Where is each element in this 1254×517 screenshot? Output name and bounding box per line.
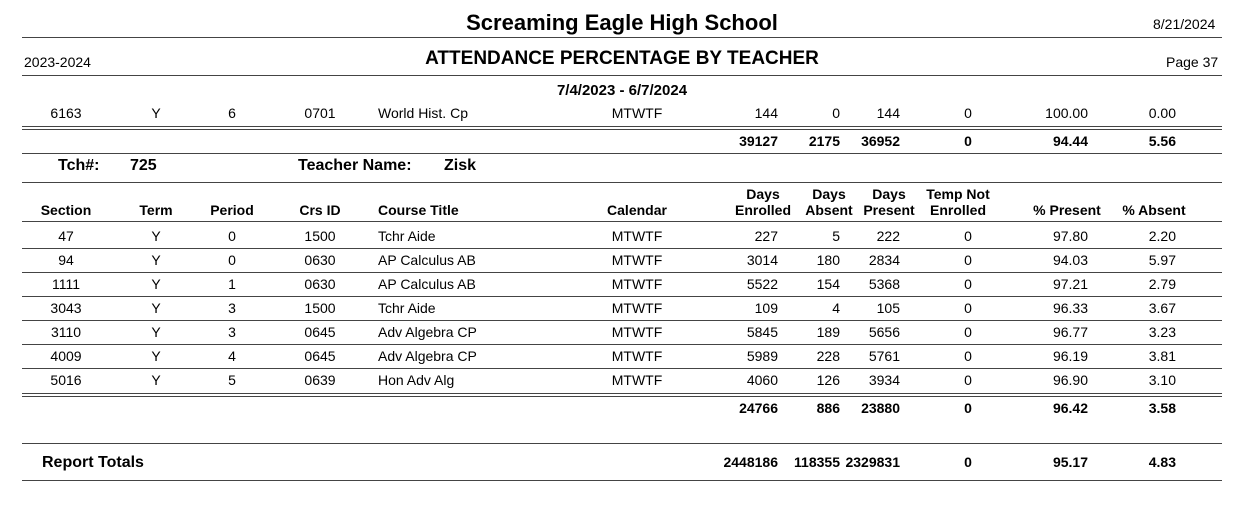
cell-section: 4009	[50, 348, 82, 364]
cell-pct-present: 100.00	[1045, 105, 1088, 121]
cell-pct-present: 97.80	[1052, 228, 1088, 244]
cell-calendar: MTWTF	[611, 324, 663, 340]
report-totals-label: Report Totals	[42, 454, 144, 471]
table-row	[0, 228, 1254, 250]
cell-days-absent: 154	[816, 276, 840, 292]
cell-temp-not-enrolled: 0	[964, 105, 972, 121]
page-number: Page 37	[1166, 54, 1219, 70]
cell-days-present: 5761	[868, 348, 900, 364]
cell-pct-absent: 2.20	[1148, 228, 1176, 244]
cell-pct-present: 96.77	[1052, 324, 1088, 340]
col-header-days-absent	[802, 186, 856, 218]
report-totals-row	[0, 454, 1254, 476]
cell-section: 94	[58, 252, 74, 268]
col-header-crs-id: Crs ID	[299, 202, 341, 218]
cell-temp-not-enrolled: 0	[964, 300, 972, 316]
cell-days-enrolled: 5989	[746, 348, 778, 364]
cell-pct-absent: 3.10	[1148, 372, 1176, 388]
cell-crs-id: 0630	[304, 252, 336, 268]
teacher-name-label: Teacher Name:	[298, 157, 412, 174]
cell-days-present: 222	[876, 228, 900, 244]
cell-pct-absent: 2.79	[1148, 276, 1176, 292]
cell-calendar: MTWTF	[611, 228, 663, 244]
cell-term: Y	[151, 372, 161, 388]
cell-term: Y	[151, 105, 161, 121]
cell-days-present: 3934	[868, 372, 900, 388]
cell-crs-id: 0639	[304, 372, 336, 388]
cell-period: 5	[228, 372, 236, 388]
divider	[22, 272, 1222, 273]
total-pct-absent: 5.56	[1148, 133, 1176, 149]
cell-days-enrolled: 3014	[746, 252, 778, 268]
col-header-temp-line1: Temp Not	[926, 186, 990, 202]
cell-period: 3	[228, 300, 236, 316]
school-name: Screaming Eagle High School	[466, 10, 778, 35]
divider	[22, 320, 1222, 321]
table-row	[0, 324, 1254, 346]
total-days-absent: 886	[816, 400, 840, 416]
col-header-days-absent-line2: Absent	[805, 202, 853, 218]
divider	[22, 368, 1222, 369]
teacher-total-row	[0, 133, 1254, 155]
table-row	[0, 252, 1254, 274]
divider	[22, 248, 1222, 249]
cell-days-absent: 4	[832, 300, 840, 316]
cell-temp-not-enrolled: 0	[964, 228, 972, 244]
divider	[22, 344, 1222, 345]
cell-section: 3110	[50, 324, 82, 340]
divider	[22, 396, 1222, 397]
cell-term: Y	[151, 324, 161, 340]
print-date: 8/21/2024	[1153, 16, 1216, 32]
total-temp-not-enrolled: 0	[964, 133, 972, 149]
cell-calendar: MTWTF	[611, 252, 663, 268]
cell-pct-present: 96.33	[1052, 300, 1088, 316]
table-row	[0, 348, 1254, 370]
report-temp-not-enrolled: 0	[964, 454, 972, 470]
cell-crs-id: 0645	[304, 348, 336, 364]
cell-crs-id: 0645	[304, 324, 336, 340]
cell-days-present: 2834	[868, 252, 900, 268]
cell-section: 5016	[50, 372, 82, 388]
cell-days-present: 144	[876, 105, 900, 121]
cell-days-absent: 189	[816, 324, 840, 340]
cell-term: Y	[151, 228, 161, 244]
col-header-temp-line2: Enrolled	[929, 202, 986, 218]
divider	[22, 75, 1222, 76]
cell-term: Y	[151, 300, 161, 316]
cell-course-title: Adv Algebra CP	[378, 324, 477, 340]
col-header-term: Term	[139, 202, 173, 218]
divider	[22, 393, 1222, 394]
cell-days-absent: 180	[816, 252, 840, 268]
total-pct-present: 96.42	[1052, 400, 1088, 416]
cell-crs-id: 0630	[304, 276, 336, 292]
cell-temp-not-enrolled: 0	[964, 252, 972, 268]
teacher-number-label: Tch#:	[58, 157, 100, 174]
col-header-temp-not-enrolled	[922, 186, 994, 218]
cell-calendar: MTWTF	[611, 372, 663, 388]
cell-crs-id: 1500	[304, 228, 336, 244]
cell-days-absent: 126	[816, 372, 840, 388]
cell-course-title: Tchr Aide	[378, 228, 436, 244]
cell-period: 3	[228, 324, 236, 340]
cell-course-title: Tchr Aide	[378, 300, 436, 316]
cell-days-enrolled: 227	[754, 228, 778, 244]
cell-course-title: Hon Adv Alg	[378, 372, 455, 388]
col-header-period: Period	[210, 202, 254, 218]
report-days-absent: 118355	[794, 454, 840, 470]
cell-crs-id: 0701	[304, 105, 336, 121]
cell-days-present: 105	[876, 300, 900, 316]
total-days-present: 36952	[861, 133, 900, 149]
table-row	[0, 300, 1254, 322]
teacher-total-row	[0, 400, 1254, 422]
cell-period: 0	[228, 252, 236, 268]
total-days-present: 23880	[861, 400, 900, 416]
cell-pct-present: 94.03	[1052, 252, 1088, 268]
table-row	[0, 105, 1254, 127]
total-days-enrolled: 39127	[739, 133, 778, 149]
col-header-days-present	[860, 186, 918, 218]
cell-pct-absent: 3.81	[1148, 348, 1176, 364]
cell-section: 6163	[50, 105, 82, 121]
col-header-days-present-line2: Present	[863, 202, 915, 218]
cell-calendar: MTWTF	[611, 348, 663, 364]
cell-crs-id: 1500	[304, 300, 336, 316]
cell-temp-not-enrolled: 0	[964, 372, 972, 388]
cell-temp-not-enrolled: 0	[964, 348, 972, 364]
total-days-enrolled: 24766	[739, 400, 778, 416]
table-row	[0, 372, 1254, 394]
report-days-present: 2329831	[845, 454, 900, 470]
cell-term: Y	[151, 252, 161, 268]
divider	[22, 296, 1222, 297]
table-row	[0, 276, 1254, 298]
cell-days-enrolled: 144	[754, 105, 778, 121]
cell-section: 1111	[51, 276, 81, 292]
teacher-number: 725	[130, 157, 157, 174]
cell-pct-absent: 5.97	[1148, 252, 1176, 268]
cell-pct-absent: 3.23	[1148, 324, 1176, 340]
cell-period: 1	[228, 276, 236, 292]
col-header-section: Section	[40, 202, 92, 218]
cell-period: 0	[228, 228, 236, 244]
col-header-pct-absent: % Absent	[1122, 202, 1186, 218]
cell-days-enrolled: 5522	[746, 276, 778, 292]
col-header-days-enrolled-line2: Enrolled	[734, 202, 791, 218]
report-days-enrolled: 2448186	[723, 454, 778, 470]
cell-course-title: Adv Algebra CP	[378, 348, 477, 364]
divider	[22, 221, 1222, 222]
col-header-days-enrolled-line1: Days	[746, 186, 780, 202]
cell-term: Y	[151, 348, 161, 364]
col-header-course-title: Course Title	[378, 202, 459, 218]
cell-course-title: World Hist. Cp	[378, 105, 468, 121]
divider	[22, 182, 1222, 183]
date-range: 7/4/2023 - 6/7/2024	[556, 82, 688, 99]
cell-pct-present: 97.21	[1052, 276, 1088, 292]
teacher-name: Zisk	[444, 157, 477, 174]
cell-calendar: MTWTF	[611, 300, 663, 316]
col-header-pct-present: % Present	[1033, 202, 1101, 218]
total-pct-present: 94.44	[1052, 133, 1088, 149]
cell-days-enrolled: 5845	[746, 324, 778, 340]
cell-course-title: AP Calculus AB	[378, 276, 476, 292]
divider	[22, 480, 1222, 481]
col-header-days-absent-line1: Days	[812, 186, 846, 202]
school-year: 2023-2024	[24, 54, 91, 70]
cell-days-present: 5368	[868, 276, 900, 292]
divider	[22, 153, 1222, 154]
divider	[22, 37, 1222, 38]
cell-pct-present: 96.90	[1052, 372, 1088, 388]
col-header-days-enrolled	[730, 186, 796, 218]
cell-days-absent: 0	[832, 105, 840, 121]
cell-days-absent: 228	[816, 348, 840, 364]
cell-section: 47	[58, 228, 74, 244]
total-temp-not-enrolled: 0	[964, 400, 972, 416]
cell-pct-absent: 3.67	[1148, 300, 1176, 316]
cell-temp-not-enrolled: 0	[964, 276, 972, 292]
cell-days-present: 5656	[868, 324, 900, 340]
cell-calendar: MTWTF	[611, 276, 663, 292]
cell-period: 4	[228, 348, 236, 364]
report-title: ATTENDANCE PERCENTAGE BY TEACHER	[425, 48, 819, 69]
report-pct-present: 95.17	[1052, 454, 1088, 470]
total-pct-absent: 3.58	[1148, 400, 1176, 416]
divider	[22, 126, 1222, 127]
report-pct-absent: 4.83	[1148, 454, 1176, 470]
divider	[22, 129, 1222, 130]
col-header-calendar: Calendar	[607, 202, 667, 218]
cell-pct-present: 96.19	[1052, 348, 1088, 364]
cell-days-enrolled: 109	[754, 300, 778, 316]
cell-calendar: MTWTF	[611, 105, 663, 121]
col-header-days-present-line1: Days	[872, 186, 906, 202]
cell-section: 3043	[50, 300, 82, 316]
cell-pct-absent: 0.00	[1148, 105, 1176, 121]
divider	[22, 443, 1222, 444]
cell-days-enrolled: 4060	[746, 372, 778, 388]
cell-period: 6	[228, 105, 236, 121]
cell-temp-not-enrolled: 0	[964, 324, 972, 340]
total-days-absent: 2175	[808, 133, 840, 149]
cell-term: Y	[151, 276, 161, 292]
cell-days-absent: 5	[832, 228, 840, 244]
cell-course-title: AP Calculus AB	[378, 252, 476, 268]
